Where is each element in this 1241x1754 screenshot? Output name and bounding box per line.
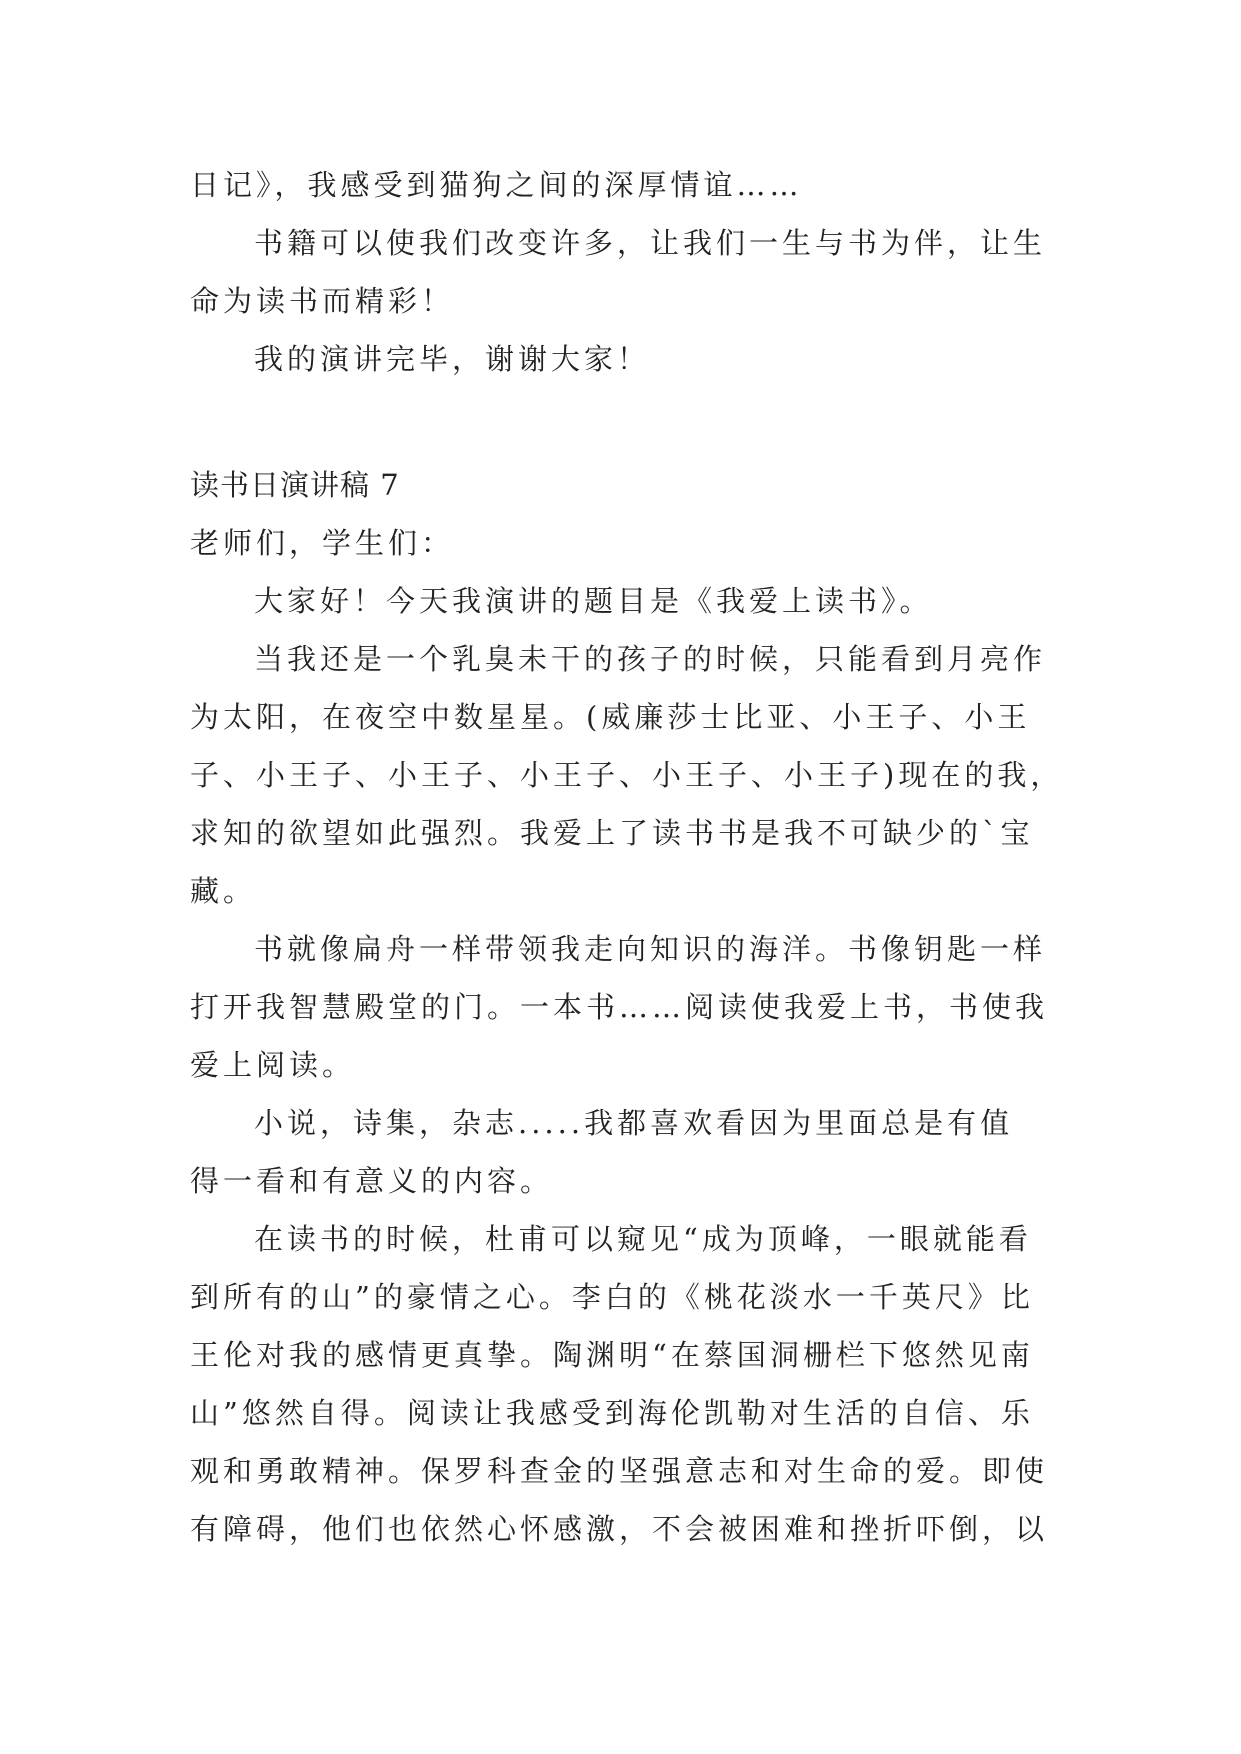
text-line: 爱上阅读。	[190, 1048, 356, 1082]
text-line: 王伦对我的感情更真挚。陶渊明“在蔡国洞栅栏下悠然见南	[190, 1338, 1034, 1372]
section-title: 读书日演讲稿 7	[190, 468, 400, 502]
text-line: 为太阳，在夜空中数星星。(威廉莎士比亚、小王子、小王	[190, 700, 1031, 734]
section-gap	[190, 388, 1060, 456]
paragraph-first-line: 在读书的时候，杜甫可以窥见“成为顶峰，一眼就能看	[254, 1222, 1032, 1256]
text-line: 有障碍，他们也依然心怀感激，不会被困难和挫折吓倒，以	[190, 1512, 1049, 1546]
text-line: 命为读书而精彩！	[190, 284, 455, 318]
paragraph-first-line: 小说，诗集，杂志.....我都喜欢看因为里面总是有值	[254, 1106, 1014, 1140]
paragraph-first-line: 书籍可以使我们改变许多，让我们一生与书为伴，让生	[254, 226, 1047, 260]
text-line: 求知的欲望如此强烈。我爱上了读书书是我不可缺少的`宝	[190, 816, 1034, 850]
text-line: 山”悠然自得。阅读让我感受到海伦凯勒对生活的自信、乐	[190, 1396, 1034, 1430]
text-line: 子、小王子、小王子、小王子、小王子、小王子)现在的我，	[190, 758, 1064, 792]
paragraph-first-line: 大家好！今天我演讲的题目是《我爱上读书》。	[254, 584, 933, 618]
paragraph-first-line: 书就像扁舟一样带领我走向知识的海洋。书像钥匙一样	[254, 932, 1047, 966]
paragraph-first-line: 当我还是一个乳臭未干的孩子的时候，只能看到月亮作	[254, 642, 1047, 676]
closing-line: 我的演讲完毕，谢谢大家！	[254, 342, 651, 376]
text-line: 日记》，我感受到猫狗之间的深厚情谊……	[190, 168, 803, 202]
salutation: 老师们，学生们：	[190, 526, 455, 560]
text-line: 得一看和有意义的内容。	[190, 1164, 554, 1198]
text-line: 藏。	[190, 874, 257, 908]
document-body	[190, 156, 1064, 1558]
text-line: 打开我智慧殿堂的门。一本书……阅读使我爱上书，书使我	[190, 990, 1049, 1024]
text-line: 观和勇敢精神。保罗科查金的坚强意志和对生命的爱。即使	[190, 1454, 1049, 1488]
text-line: 到所有的山”的豪情之心。李白的《桃花淡水一千英尺》比	[190, 1280, 1034, 1314]
